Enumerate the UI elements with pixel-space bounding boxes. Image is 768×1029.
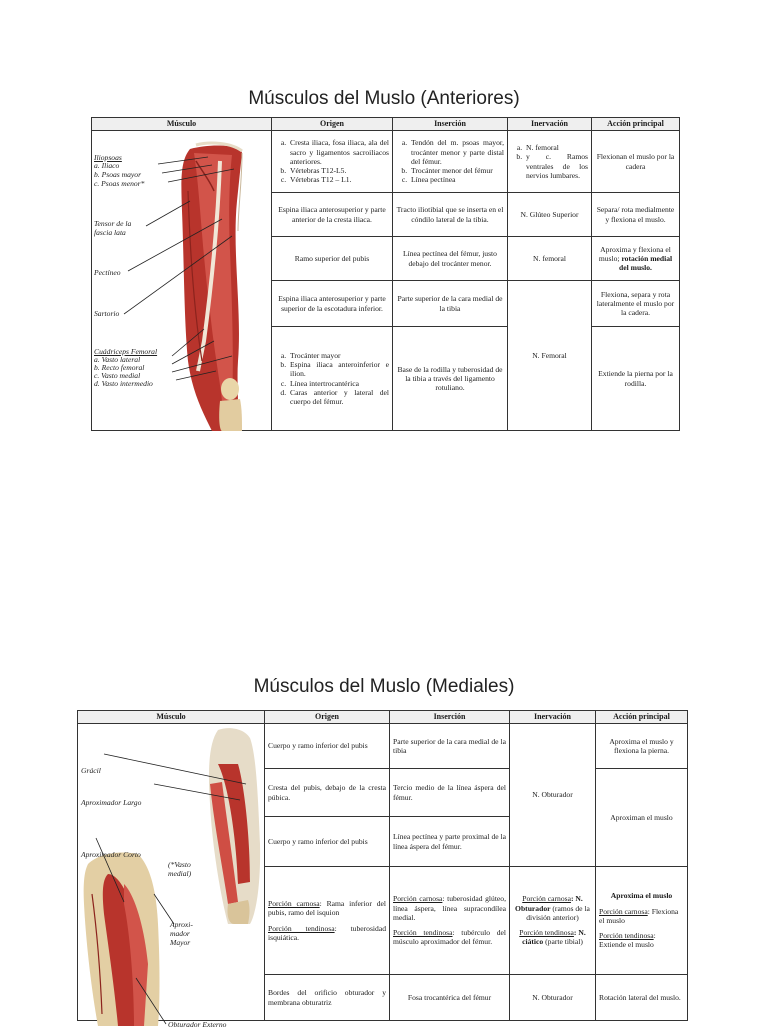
label-vasto-medial: (*Vasto medial) <box>168 860 192 879</box>
table-row <box>78 724 688 769</box>
cell-origen: Cuerpo y ramo inferior del pubis <box>265 724 390 769</box>
list-item: b. Vértebras T12-L5. <box>288 166 389 175</box>
label-iliopsoas: Iliopsoas <box>94 153 122 162</box>
cell-origen: Espina iliaca anterosuperior y parte superior de la escotadura inferior. <box>272 281 393 327</box>
header-insercion: Inserción <box>390 711 510 724</box>
cell-inervacion: N. femoral <box>508 237 592 281</box>
anterior-thigh-illustration-cell <box>92 131 272 431</box>
header-musculo: Músculo <box>92 118 272 131</box>
anterior-muscles-table <box>91 117 680 431</box>
list-item: c. Línea pectínea <box>409 175 504 184</box>
origen-carnosa-text: : Rama inferior del pubis, ramo del isquion <box>268 899 386 918</box>
cell-inervacion: N. Glúteo Superior <box>508 193 592 237</box>
label-recto-femoral: b. Recto femoral <box>94 363 145 372</box>
list-item: c. Vértebras T12 – L1. <box>288 175 389 184</box>
cell-insercion: Fosa trocantérica del fémur <box>390 975 510 1021</box>
label-vasto-intermedio: d. Vasto intermedio <box>94 379 153 388</box>
cell-inervacion-femoral: N. Femoral <box>508 281 592 431</box>
accion-title: Aproxima el muslo <box>610 891 673 901</box>
accion-tendinosa-text: : Extiende el muslo <box>599 931 656 950</box>
cell-origen: Cresta del pubis, debajo de la cresta púbica. <box>265 769 390 817</box>
table-header-row <box>92 118 680 131</box>
cell-origen: Bordes del orificio obturador y membrana obturatriz <box>265 975 390 1021</box>
cell-inervacion <box>508 131 592 193</box>
label-iliaco: a. Iliaco <box>94 161 120 170</box>
insercion-tendinosa-label: Porción tendinosa <box>393 928 453 938</box>
list-item: c. Línea intertrocantérica <box>288 379 389 388</box>
inervacion-tendinosa-text: (parte tibial) <box>543 937 583 947</box>
insercion-tendinosa-text: : tubérculo del músculo aproximador del fémur. <box>393 928 506 947</box>
inervacion-carnosa-label: Porción carnosa <box>522 894 571 904</box>
cell-inervacion <box>510 867 596 975</box>
label-vasto-lateral: a. Vasto lateral <box>94 355 141 364</box>
header-inervacion: Inervación <box>510 711 596 724</box>
label-psoas-mayor: b. Psoas mayor <box>94 170 142 179</box>
insercion-carnosa-label: Porción carnosa <box>393 894 443 904</box>
cell-insercion <box>393 131 508 193</box>
table-row <box>92 131 680 193</box>
header-origen: Origen <box>265 711 390 724</box>
label-vasto-medial: c. Vasto medial <box>94 371 141 380</box>
accion-carnosa-text: : Flexiona el muslo <box>599 906 679 925</box>
accion-tendinosa-label: Porción tendinosa <box>599 931 654 941</box>
label-sartorio: Sartorio <box>94 309 120 318</box>
label-tensor-fascia-lata: Tensor de la fascia lata <box>94 219 132 238</box>
medial-muscles-table <box>77 710 688 1029</box>
cell-insercion: Parte superior de la cara medial de la tibia <box>390 724 510 769</box>
cell-accion: Flexionan el muslo por la cadera <box>592 131 680 193</box>
cell-accion <box>592 237 680 281</box>
header-insercion: Inserción <box>393 118 508 131</box>
label-psoas-menor: c. Psoas menor* <box>94 179 145 188</box>
cell-insercion: Tracto iliotibial que se inserta en el cóndilo lateral de la tibia. <box>393 193 508 237</box>
cell-insercion: Tercio medio de la línea áspera del fémur. <box>390 769 510 817</box>
cell-origen: Cuerpo y ramo inferior del pubis <box>265 817 390 867</box>
header-musculo: Músculo <box>78 711 265 724</box>
cell-origen: Ramo superior del pubis <box>272 237 393 281</box>
origen-carnosa-label: Porción carnosa <box>268 899 320 908</box>
cell-accion <box>596 867 688 975</box>
list-item: a. Trocánter mayor <box>288 351 389 360</box>
label-aproximador-mayor: Aproxi- mador Mayor <box>170 920 193 948</box>
cell-insercion: Base de la rodilla y tuberosidad de la tibia a través del ligamento rotuliano. <box>393 327 508 431</box>
cell-inervacion-obturador: N. Obturador <box>510 724 596 867</box>
inervacion-tendinosa-label: Porción tendinosa <box>519 928 574 938</box>
header-accion: Acción principal <box>596 711 688 724</box>
cell-origen: Espina iliaca anterosuperior y parte anterior de la cresta iliaca. <box>272 193 393 237</box>
medial-title: Músculos del Muslo (Mediales) <box>253 676 515 697</box>
label-pectineo: Pectíneo <box>94 268 121 277</box>
header-origen: Origen <box>272 118 393 131</box>
label-cuadriceps: Cuádriceps Femoral <box>94 347 158 356</box>
origen-tendinosa-label: Porción tendinosa <box>268 923 335 933</box>
label-aproximador-corto: Aproximador Corto <box>81 850 141 859</box>
cell-origen <box>272 327 393 431</box>
inervacion-carnosa-bold: : N. Obturador <box>515 894 583 913</box>
header-inervacion: Inervación <box>508 118 592 131</box>
header-accion: Acción principal <box>592 118 680 131</box>
inervacion-tendinosa-bold: : N. ciático <box>522 928 586 947</box>
cell-accion: Separa/ rota medialmente y flexiona el muslo. <box>592 193 680 237</box>
medial-thigh-illustration-cell <box>78 724 265 1029</box>
cell-origen <box>265 867 390 975</box>
cell-inervacion: N. Obturador <box>510 975 596 1021</box>
cell-insercion: Línea pectínea y parte proximal de la línea áspera del fémur. <box>390 817 510 867</box>
cell-insercion: Línea pectínea del fémur, justo debajo del trocánter menor. <box>393 237 508 281</box>
cell-accion: Flexiona, separa y rota lateralmente el muslo por la cadera. <box>592 281 680 327</box>
label-obturador-externo: Obturador Externo <box>168 1020 227 1029</box>
list-item: a. Tendón del m. psoas mayor, trocánter menor y parte distal del fémur. <box>409 138 504 166</box>
list-item: a. Cresta iliaca, fosa iliaca, ala del sacro y ligamentos sacroiliacos anteriores. <box>288 138 389 166</box>
accion-bold-text: rotación medial del muslo. <box>619 253 673 273</box>
anterior-title: Músculos del Muslo (Anteriores) <box>248 88 520 109</box>
list-item: a. N. femoral <box>524 143 588 152</box>
label-gracil: Grácil <box>81 766 101 775</box>
label-aproximador-largo: Aproximador Largo <box>81 798 142 807</box>
inervacion-carnosa-text: (ramos de la división anterior) <box>526 903 590 922</box>
cell-origen <box>272 131 393 193</box>
cell-insercion <box>390 867 510 975</box>
origen-tendinosa-text: : tuberosidad isquiática. <box>268 923 386 942</box>
list-item: b. y c. Ramos ventrales de los nervios lumbares. <box>524 152 588 180</box>
list-item: d. Caras anterior y lateral del cuerpo del fémur. <box>288 388 389 407</box>
accion-carnosa-label: Porción carnosa <box>599 906 648 916</box>
list-item: b. Trocánter menor del fémur <box>409 166 504 175</box>
insercion-carnosa-text: : tuberosidad glúteo, línea áspera, línea supracondílea medial. <box>393 894 506 922</box>
accion-text: Aproxima y flexiona el muslo; <box>598 244 671 263</box>
cell-insercion: Parte superior de la cara medial de la tibia <box>393 281 508 327</box>
cell-accion: Aproxima el muslo y flexiona la pierna. <box>596 724 688 769</box>
cell-accion: Extiende la pierna por la rodilla. <box>592 327 680 431</box>
table-header-row <box>78 711 688 724</box>
cell-accion-aproximan: Aproximan el muslo <box>596 769 688 867</box>
list-item: b. Espina iliaca anteroinferior e ilion. <box>288 360 389 379</box>
cell-accion: Rotación lateral del muslo. <box>596 975 688 1021</box>
